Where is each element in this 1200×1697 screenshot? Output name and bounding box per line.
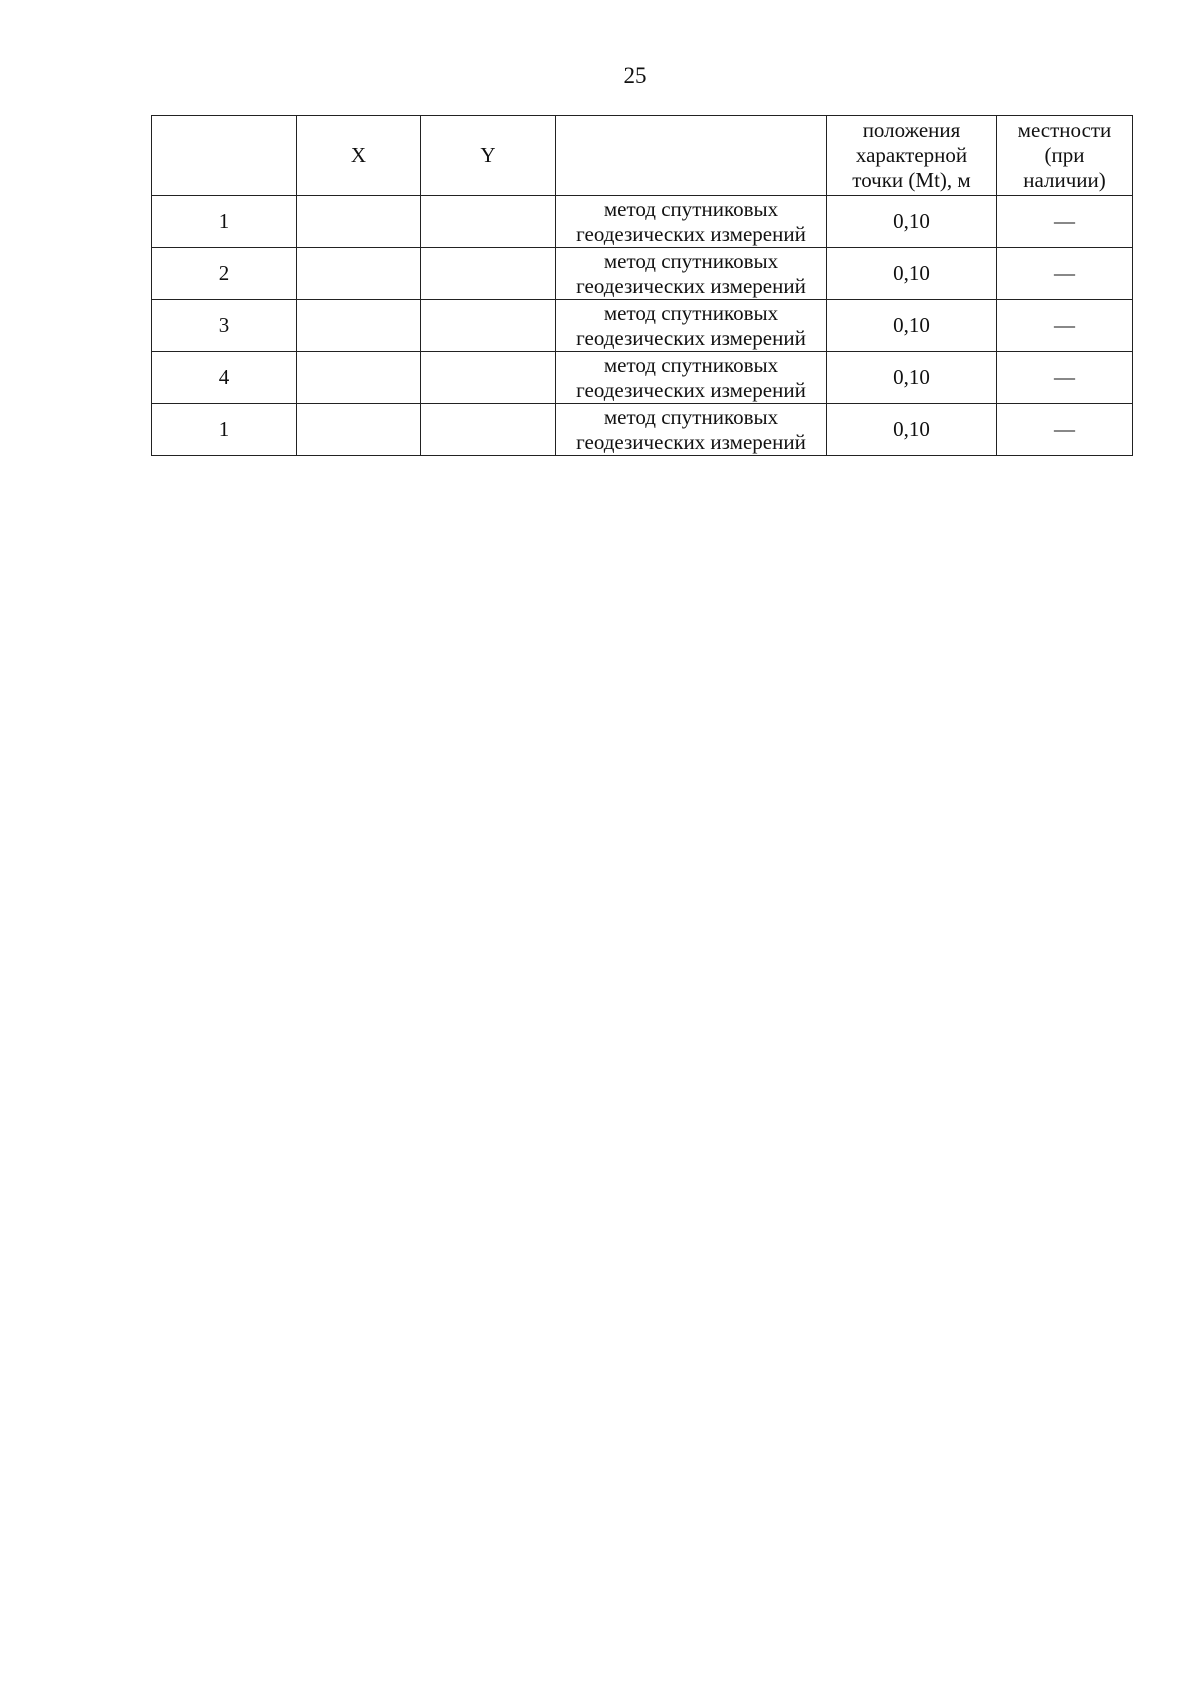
- method-line: геодезических измерений: [576, 273, 806, 298]
- description-cell: —: [997, 196, 1133, 248]
- method-cell: [556, 404, 827, 456]
- header-y: Y: [421, 116, 556, 196]
- table-row: [152, 196, 1133, 248]
- accuracy-cell: 0,10: [827, 248, 997, 300]
- y-cell: [421, 352, 556, 404]
- y-cell: [421, 300, 556, 352]
- table-row: [152, 300, 1133, 352]
- table-row: [152, 248, 1133, 300]
- x-cell: [297, 300, 421, 352]
- header-description-line: (при: [1044, 143, 1085, 167]
- x-cell: [297, 404, 421, 456]
- method-line: геодезических измерений: [576, 221, 806, 246]
- method-line: метод спутниковых: [603, 196, 779, 221]
- point-number-cell: 1: [152, 404, 297, 456]
- header-description: [997, 116, 1133, 196]
- method-line: метод спутниковых: [603, 352, 779, 377]
- x-cell: [297, 196, 421, 248]
- description-cell: —: [997, 248, 1133, 300]
- header-point-number: [152, 116, 297, 196]
- table-header-row: [152, 116, 1133, 196]
- method-line: геодезических измерений: [576, 377, 806, 402]
- header-description-line: местности: [1017, 118, 1112, 142]
- y-cell: [421, 248, 556, 300]
- table-row: [152, 404, 1133, 456]
- description-cell: —: [997, 352, 1133, 404]
- method-cell: [556, 300, 827, 352]
- accuracy-cell: 0,10: [827, 196, 997, 248]
- accuracy-cell: 0,10: [827, 404, 997, 456]
- method-line: метод спутниковых: [603, 248, 779, 273]
- description-cell: —: [997, 404, 1133, 456]
- x-cell: [297, 352, 421, 404]
- method-line: геодезических измерений: [576, 325, 806, 350]
- header-accuracy-line: точки (Mt), м: [852, 168, 971, 192]
- header-accuracy-line: характерной: [855, 143, 968, 167]
- accuracy-cell: 0,10: [827, 352, 997, 404]
- point-number-cell: 2: [152, 248, 297, 300]
- y-cell: [421, 404, 556, 456]
- method-line: метод спутниковых: [603, 300, 779, 325]
- method-line: геодезических измерений: [576, 429, 806, 454]
- header-method: [556, 116, 827, 196]
- method-cell: [556, 196, 827, 248]
- point-number-cell: 1: [152, 196, 297, 248]
- header-x: X: [297, 116, 421, 196]
- method-line: метод спутниковых: [603, 404, 779, 429]
- header-accuracy: [827, 116, 997, 196]
- description-cell: —: [997, 300, 1133, 352]
- page-number: 25: [623, 63, 647, 88]
- y-cell: [421, 196, 556, 248]
- point-number-cell: 4: [152, 352, 297, 404]
- header-description-line: наличии): [1023, 168, 1106, 192]
- point-number-cell: 3: [152, 300, 297, 352]
- table-row: [152, 352, 1133, 404]
- accuracy-cell: 0,10: [827, 300, 997, 352]
- header-accuracy-line: положения: [862, 118, 961, 142]
- coordinates-table: [151, 115, 1133, 456]
- x-cell: [297, 248, 421, 300]
- method-cell: [556, 352, 827, 404]
- method-cell: [556, 248, 827, 300]
